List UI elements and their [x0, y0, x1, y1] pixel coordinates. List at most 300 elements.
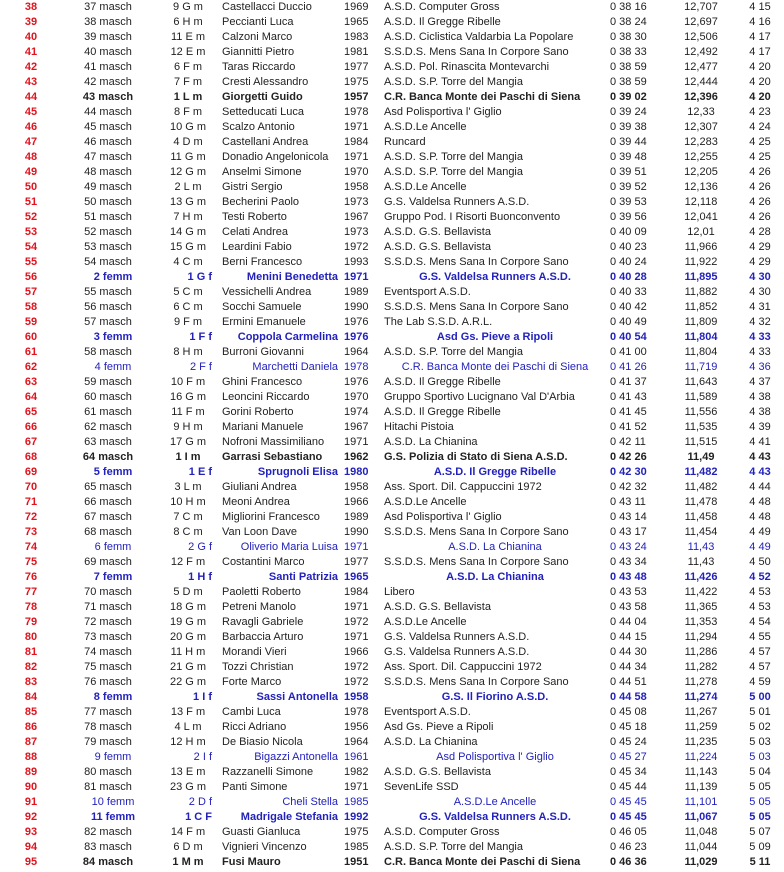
pace-cell: 5 05 [749, 811, 771, 823]
athlete-name-cell: Peccianti Luca [222, 16, 294, 28]
category-rank-cell: 7 H m [173, 211, 203, 223]
gender-rank-cell: 10 femm [91, 796, 135, 808]
team-cell: Eventsport A.S.D. [384, 706, 471, 718]
athlete-name-cell: Anselmi Simone [222, 166, 302, 178]
team-cell: A.S.D. La Chianina [448, 541, 542, 553]
position-cell: 38 [24, 1, 38, 13]
athlete-name-cell: Cheli Stella [282, 796, 338, 808]
speed-cell: 11,139 [684, 781, 718, 793]
finish-time-cell: 0 44 34 [610, 661, 647, 673]
athlete-name-cell: Sprugnoli Elisa [257, 466, 338, 478]
speed-cell: 11,274 [684, 691, 718, 703]
position-cell: 56 [24, 271, 38, 283]
pace-cell: 4 26 [749, 181, 771, 193]
gender-rank-cell: 47 masch [84, 151, 132, 163]
gender-rank-cell: 46 masch [84, 136, 132, 148]
table-row [0, 375, 784, 390]
athlete-name-cell: Forte Marco [222, 676, 282, 688]
speed-cell: 11,882 [684, 286, 718, 298]
category-rank-cell: 6 D m [173, 841, 203, 853]
gender-rank-cell: 77 masch [84, 706, 132, 718]
pace-cell: 4 25 [749, 136, 771, 148]
category-rank-cell: 1 M m [172, 856, 204, 868]
gender-rank-cell: 76 masch [84, 676, 132, 688]
position-cell: 71 [24, 496, 38, 508]
pace-cell: 4 44 [749, 481, 771, 493]
gender-rank-cell: 4 femm [94, 361, 132, 373]
gender-rank-cell: 6 femm [94, 541, 132, 553]
category-rank-cell: 2 L m [174, 181, 202, 193]
speed-cell: 12,283 [684, 136, 718, 148]
table-row [0, 135, 784, 150]
birth-year-cell: 1975 [344, 826, 369, 838]
birth-year-cell: 1970 [344, 391, 369, 403]
pace-cell: 4 43 [749, 451, 771, 463]
finish-time-cell: 0 46 05 [610, 826, 647, 838]
team-cell: A.S.D. Ciclistica Valdarbia La Popolare [384, 31, 574, 43]
category-rank-cell: 12 E m [170, 46, 206, 58]
category-rank-cell: 7 F m [173, 76, 203, 88]
speed-cell: 11,49 [687, 451, 715, 463]
position-cell: 52 [24, 211, 38, 223]
birth-year-cell: 1971 [344, 151, 369, 163]
speed-cell: 11,809 [684, 316, 718, 328]
pace-cell: 4 33 [749, 331, 771, 343]
birth-year-cell: 1985 [344, 796, 369, 808]
athlete-name-cell: Guasti Gianluca [222, 826, 301, 838]
gender-rank-cell: 82 masch [84, 826, 132, 838]
birth-year-cell: 1956 [344, 721, 369, 733]
position-cell: 61 [24, 346, 38, 358]
athlete-name-cell: Oliverio Maria Luisa [240, 541, 338, 553]
birth-year-cell: 1971 [344, 541, 369, 553]
athlete-name-cell: Taras Riccardo [222, 61, 296, 73]
position-cell: 69 [24, 466, 38, 478]
speed-cell: 12,01 [687, 226, 715, 238]
position-cell: 93 [24, 826, 38, 838]
athlete-name-cell: Sassi Antonella [256, 691, 338, 703]
table-row [0, 75, 784, 90]
team-cell: A.S.D.Le Ancelle [384, 616, 467, 628]
pace-cell: 4 48 [749, 496, 771, 508]
gender-rank-cell: 57 masch [84, 316, 132, 328]
team-cell: A.S.D. S.P. Torre del Mangia [384, 151, 523, 163]
table-row [0, 240, 784, 255]
pace-cell: 4 25 [749, 151, 771, 163]
finish-time-cell: 0 39 48 [610, 151, 647, 163]
table-row [0, 45, 784, 60]
table-row [0, 855, 784, 870]
finish-time-cell: 0 39 52 [610, 181, 647, 193]
pace-cell: 4 49 [749, 526, 771, 538]
category-rank-cell: 15 G m [169, 241, 207, 253]
category-rank-cell: 6 F m [173, 61, 203, 73]
athlete-name-cell: Petreni Manolo [222, 601, 296, 613]
birth-year-cell: 1976 [344, 316, 369, 328]
pace-cell: 4 32 [749, 316, 771, 328]
category-rank-cell: 8 F m [173, 106, 203, 118]
category-rank-cell: 5 D m [173, 586, 203, 598]
pace-cell: 5 02 [749, 721, 771, 733]
category-rank-cell: 10 F m [170, 376, 206, 388]
team-cell: S.S.D.S. Mens Sana In Corpore Sano [384, 46, 569, 58]
gender-rank-cell: 71 masch [84, 601, 132, 613]
pace-cell: 4 17 [749, 46, 771, 58]
gender-rank-cell: 58 masch [84, 346, 132, 358]
pace-cell: 5 03 [749, 751, 771, 763]
finish-time-cell: 0 40 09 [610, 226, 647, 238]
category-rank-cell: 8 C m [173, 526, 203, 538]
team-cell: A.S.D. Il Gregge Ribelle [384, 376, 501, 388]
category-rank-cell: 1 G f [187, 271, 212, 283]
gender-rank-cell: 60 masch [84, 391, 132, 403]
category-rank-cell: 7 C m [173, 511, 203, 523]
table-row [0, 315, 784, 330]
table-row [0, 840, 784, 855]
finish-time-cell: 0 40 42 [610, 301, 647, 313]
pace-cell: 4 29 [749, 256, 771, 268]
birth-year-cell: 1972 [344, 241, 369, 253]
category-rank-cell: 14 F m [170, 826, 206, 838]
finish-time-cell: 0 39 44 [610, 136, 647, 148]
position-cell: 41 [24, 46, 38, 58]
pace-cell: 4 53 [749, 601, 771, 613]
pace-cell: 4 36 [749, 361, 771, 373]
birth-year-cell: 1972 [344, 661, 369, 673]
gender-rank-cell: 8 femm [93, 691, 133, 703]
team-cell: G.S. Valdelsa Runners A.S.D. [384, 646, 530, 658]
gender-rank-cell: 79 masch [84, 736, 132, 748]
category-rank-cell: 12 H m [170, 736, 206, 748]
athlete-name-cell: Castellani Andrea [222, 136, 309, 148]
pace-cell: 4 20 [749, 91, 771, 103]
athlete-name-cell: Ghini Francesco [222, 376, 303, 388]
gender-rank-cell: 63 masch [84, 436, 132, 448]
table-row [0, 660, 784, 675]
finish-time-cell: 0 43 48 [610, 571, 647, 583]
gender-rank-cell: 2 femm [93, 271, 133, 283]
team-cell: Asd Polisportiva l' Giglio [384, 511, 502, 523]
table-row [0, 510, 784, 525]
team-cell: S.S.D.S. Mens Sana In Corpore Sano [384, 256, 569, 268]
table-row [0, 525, 784, 540]
category-rank-cell: 11 E m [170, 31, 206, 43]
team-cell: A.S.D. Il Gregge Ribelle [433, 466, 557, 478]
gender-rank-cell: 54 masch [84, 256, 132, 268]
table-row [0, 0, 784, 15]
position-cell: 67 [24, 436, 38, 448]
athlete-name-cell: Ravagli Gabriele [222, 616, 304, 628]
team-cell: A.S.D. La Chianina [446, 571, 544, 583]
team-cell: SevenLife SSD [384, 781, 459, 793]
speed-cell: 11,422 [684, 586, 718, 598]
birth-year-cell: 1971 [344, 601, 369, 613]
pace-cell: 4 57 [749, 661, 771, 673]
speed-cell: 11,478 [684, 496, 718, 508]
athlete-name-cell: Migliorini Francesco [222, 511, 320, 523]
table-row [0, 675, 784, 690]
pace-cell: 4 38 [749, 391, 771, 403]
finish-time-cell: 0 39 53 [610, 196, 647, 208]
position-cell: 80 [24, 631, 38, 643]
birth-year-cell: 1965 [344, 571, 369, 583]
position-cell: 48 [24, 151, 38, 163]
finish-time-cell: 0 39 51 [610, 166, 647, 178]
category-rank-cell: 12 F m [170, 556, 206, 568]
pace-cell: 4 17 [749, 31, 771, 43]
gender-rank-cell: 49 masch [84, 181, 132, 193]
gender-rank-cell: 7 femm [93, 571, 133, 583]
athlete-name-cell: Madrigale Stefania [240, 811, 338, 823]
category-rank-cell: 1 E f [188, 466, 212, 478]
birth-year-cell: 1976 [344, 376, 369, 388]
birth-year-cell: 1973 [344, 226, 369, 238]
birth-year-cell: 1971 [344, 436, 369, 448]
category-rank-cell: 21 G m [169, 661, 207, 673]
gender-rank-cell: 39 masch [84, 31, 132, 43]
table-row [0, 120, 784, 135]
category-rank-cell: 9 F m [173, 316, 203, 328]
position-cell: 95 [24, 856, 38, 868]
team-cell: A.S.D. La Chianina [384, 436, 478, 448]
speed-cell: 12,492 [684, 46, 718, 58]
category-rank-cell: 17 G m [169, 436, 207, 448]
athlete-name-cell: Menini Benedetta [246, 271, 338, 283]
pace-cell: 5 03 [749, 736, 771, 748]
table-row [0, 270, 784, 285]
athlete-name-cell: Giannitti Pietro [222, 46, 295, 58]
position-cell: 44 [24, 91, 38, 103]
athlete-name-cell: Donadio Angelonicola [222, 151, 329, 163]
position-cell: 49 [24, 166, 38, 178]
birth-year-cell: 1990 [344, 301, 369, 313]
team-cell: A.S.D. Computer Gross [384, 826, 500, 838]
birth-year-cell: 1973 [344, 196, 369, 208]
athlete-name-cell: Fusi Mauro [222, 856, 281, 868]
athlete-name-cell: Celati Andrea [222, 226, 289, 238]
pace-cell: 4 52 [749, 571, 771, 583]
pace-cell: 4 54 [749, 616, 771, 628]
gender-rank-cell: 73 masch [84, 631, 132, 643]
category-rank-cell: 4 L m [174, 721, 202, 733]
table-row [0, 780, 784, 795]
finish-time-cell: 0 41 26 [610, 361, 647, 373]
table-row [0, 15, 784, 30]
finish-time-cell: 0 42 30 [610, 466, 647, 478]
table-row [0, 435, 784, 450]
finish-time-cell: 0 43 24 [610, 541, 647, 553]
finish-time-cell: 0 41 00 [610, 346, 647, 358]
table-row [0, 345, 784, 360]
table-row [0, 615, 784, 630]
gender-rank-cell: 66 masch [84, 496, 132, 508]
speed-cell: 11,482 [684, 481, 718, 493]
pace-cell: 4 50 [749, 556, 771, 568]
birth-year-cell: 1989 [344, 286, 369, 298]
gender-rank-cell: 61 masch [84, 406, 132, 418]
category-rank-cell: 3 L m [174, 481, 202, 493]
team-cell: A.S.D.Le Ancelle [384, 496, 467, 508]
athlete-name-cell: Testi Roberto [222, 211, 287, 223]
category-rank-cell: 11 H m [170, 646, 206, 658]
birth-year-cell: 1967 [344, 421, 369, 433]
speed-cell: 12,307 [684, 121, 718, 133]
category-rank-cell: 4 C m [173, 256, 203, 268]
athlete-name-cell: Scalzo Antonio [222, 121, 295, 133]
athlete-name-cell: Vessichelli Andrea [222, 286, 312, 298]
team-cell: A.S.D. Pol. Rinascita Montevarchi [384, 61, 550, 73]
gender-rank-cell: 68 masch [84, 526, 132, 538]
gender-rank-cell: 64 masch [82, 451, 134, 463]
gender-rank-cell: 37 masch [84, 1, 132, 13]
category-rank-cell: 1 H f [188, 571, 212, 583]
table-row [0, 555, 784, 570]
finish-time-cell: 0 40 49 [610, 316, 647, 328]
category-rank-cell: 4 D m [173, 136, 203, 148]
gender-rank-cell: 75 masch [84, 661, 132, 673]
pace-cell: 4 59 [749, 676, 771, 688]
category-rank-cell: 13 F m [170, 706, 206, 718]
finish-time-cell: 0 42 32 [610, 481, 647, 493]
finish-time-cell: 0 42 11 [610, 436, 646, 448]
speed-cell: 12,707 [684, 1, 718, 13]
position-cell: 74 [24, 541, 38, 553]
position-cell: 89 [24, 766, 38, 778]
pace-cell: 4 41 [749, 436, 771, 448]
category-rank-cell: 13 E m [170, 766, 206, 778]
team-cell: Gruppo Sportivo Lucignano Val D'Arbia [384, 391, 575, 403]
pace-cell: 4 43 [749, 466, 771, 478]
gender-rank-cell: 38 masch [84, 16, 132, 28]
team-cell: Asd Gs. Pieve a Ripoli [384, 721, 494, 733]
birth-year-cell: 1971 [344, 631, 369, 643]
finish-time-cell: 0 45 44 [610, 781, 647, 793]
speed-cell: 11,719 [684, 361, 718, 373]
speed-cell: 11,852 [684, 301, 718, 313]
table-row [0, 90, 784, 105]
category-rank-cell: 2 F f [189, 361, 212, 373]
birth-year-cell: 1967 [344, 211, 369, 223]
gender-rank-cell: 81 masch [84, 781, 132, 793]
position-cell: 45 [24, 106, 38, 118]
speed-cell: 11,259 [684, 721, 718, 733]
birth-year-cell: 1961 [344, 751, 369, 763]
table-row [0, 600, 784, 615]
finish-time-cell: 0 46 23 [610, 841, 647, 853]
table-row [0, 180, 784, 195]
finish-time-cell: 0 45 08 [610, 706, 647, 718]
category-rank-cell: 1 L m [173, 91, 203, 103]
speed-cell: 12,697 [684, 16, 718, 28]
birth-year-cell: 1965 [344, 16, 369, 28]
team-cell: Asd Polisportiva l' Giglio [384, 106, 502, 118]
team-cell: S.S.D.S. Mens Sana In Corpore Sano [384, 526, 569, 538]
speed-cell: 11,353 [684, 616, 718, 628]
pace-cell: 4 39 [749, 421, 771, 433]
birth-year-cell: 1984 [344, 586, 369, 598]
position-cell: 75 [24, 556, 38, 568]
position-cell: 79 [24, 616, 38, 628]
athlete-name-cell: Giuliani Andrea [222, 481, 297, 493]
speed-cell: 11,895 [684, 271, 718, 283]
position-cell: 50 [24, 181, 38, 193]
position-cell: 88 [24, 751, 38, 763]
birth-year-cell: 1966 [344, 646, 369, 658]
speed-cell: 11,643 [684, 376, 718, 388]
position-cell: 40 [24, 31, 38, 43]
birth-year-cell: 1978 [344, 106, 369, 118]
pace-cell: 4 55 [749, 631, 771, 643]
birth-year-cell: 1975 [344, 76, 369, 88]
position-cell: 43 [24, 76, 38, 88]
finish-time-cell: 0 40 54 [610, 331, 647, 343]
team-cell: A.S.D. Il Gregge Ribelle [384, 16, 501, 28]
finish-time-cell: 0 43 58 [610, 601, 647, 613]
birth-year-cell: 1983 [344, 31, 369, 43]
position-cell: 83 [24, 676, 38, 688]
gender-rank-cell: 72 masch [84, 616, 132, 628]
speed-cell: 11,556 [684, 406, 718, 418]
athlete-name-cell: Burroni Giovanni [222, 346, 304, 358]
category-rank-cell: 6 C m [173, 301, 203, 313]
table-row [0, 495, 784, 510]
pace-cell: 4 57 [749, 646, 771, 658]
pace-cell: 4 28 [749, 226, 771, 238]
table-row [0, 60, 784, 75]
table-row [0, 690, 784, 705]
position-cell: 59 [24, 316, 38, 328]
position-cell: 57 [24, 286, 38, 298]
pace-cell: 5 11 [749, 856, 771, 868]
pace-cell: 4 30 [749, 271, 771, 283]
finish-time-cell: 0 44 15 [610, 631, 647, 643]
gender-rank-cell: 5 femm [93, 466, 133, 478]
athlete-name-cell: Giorgetti Guido [222, 91, 303, 103]
finish-time-cell: 0 40 33 [610, 286, 647, 298]
finish-time-cell: 0 41 45 [610, 406, 647, 418]
position-cell: 66 [24, 421, 38, 433]
category-rank-cell: 2 G f [188, 541, 212, 553]
team-cell: Hitachi Pistoia [384, 421, 454, 433]
athlete-name-cell: Nofroni Massimiliano [222, 436, 325, 448]
gender-rank-cell: 53 masch [84, 241, 132, 253]
team-cell: A.S.D. G.S. Bellavista [384, 226, 491, 238]
finish-time-cell: 0 45 18 [610, 721, 647, 733]
pace-cell: 4 23 [749, 106, 771, 118]
speed-cell: 11,426 [684, 571, 718, 583]
birth-year-cell: 1971 [344, 781, 369, 793]
category-rank-cell: 16 G m [169, 391, 207, 403]
finish-time-cell: 0 38 33 [610, 46, 647, 58]
finish-time-cell: 0 44 30 [610, 646, 647, 658]
pace-cell: 4 38 [749, 406, 771, 418]
category-rank-cell: 2 D f [188, 796, 212, 808]
athlete-name-cell: Van Loon Dave [222, 526, 298, 538]
position-cell: 87 [24, 736, 38, 748]
team-cell: C.R. Banca Monte dei Paschi di Siena [401, 361, 589, 373]
speed-cell: 11,282 [684, 661, 718, 673]
table-row [0, 285, 784, 300]
birth-year-cell: 1982 [344, 766, 369, 778]
team-cell: A.S.D. Il Gregge Ribelle [384, 406, 501, 418]
speed-cell: 11,365 [684, 601, 718, 613]
athlete-name-cell: Meoni Andrea [222, 496, 290, 508]
finish-time-cell: 0 40 28 [610, 271, 647, 283]
team-cell: A.S.D. S.P. Torre del Mangia [384, 166, 523, 178]
speed-cell: 12,041 [684, 211, 718, 223]
category-rank-cell: 11 F m [171, 406, 205, 418]
finish-time-cell: 0 45 45 [610, 811, 647, 823]
